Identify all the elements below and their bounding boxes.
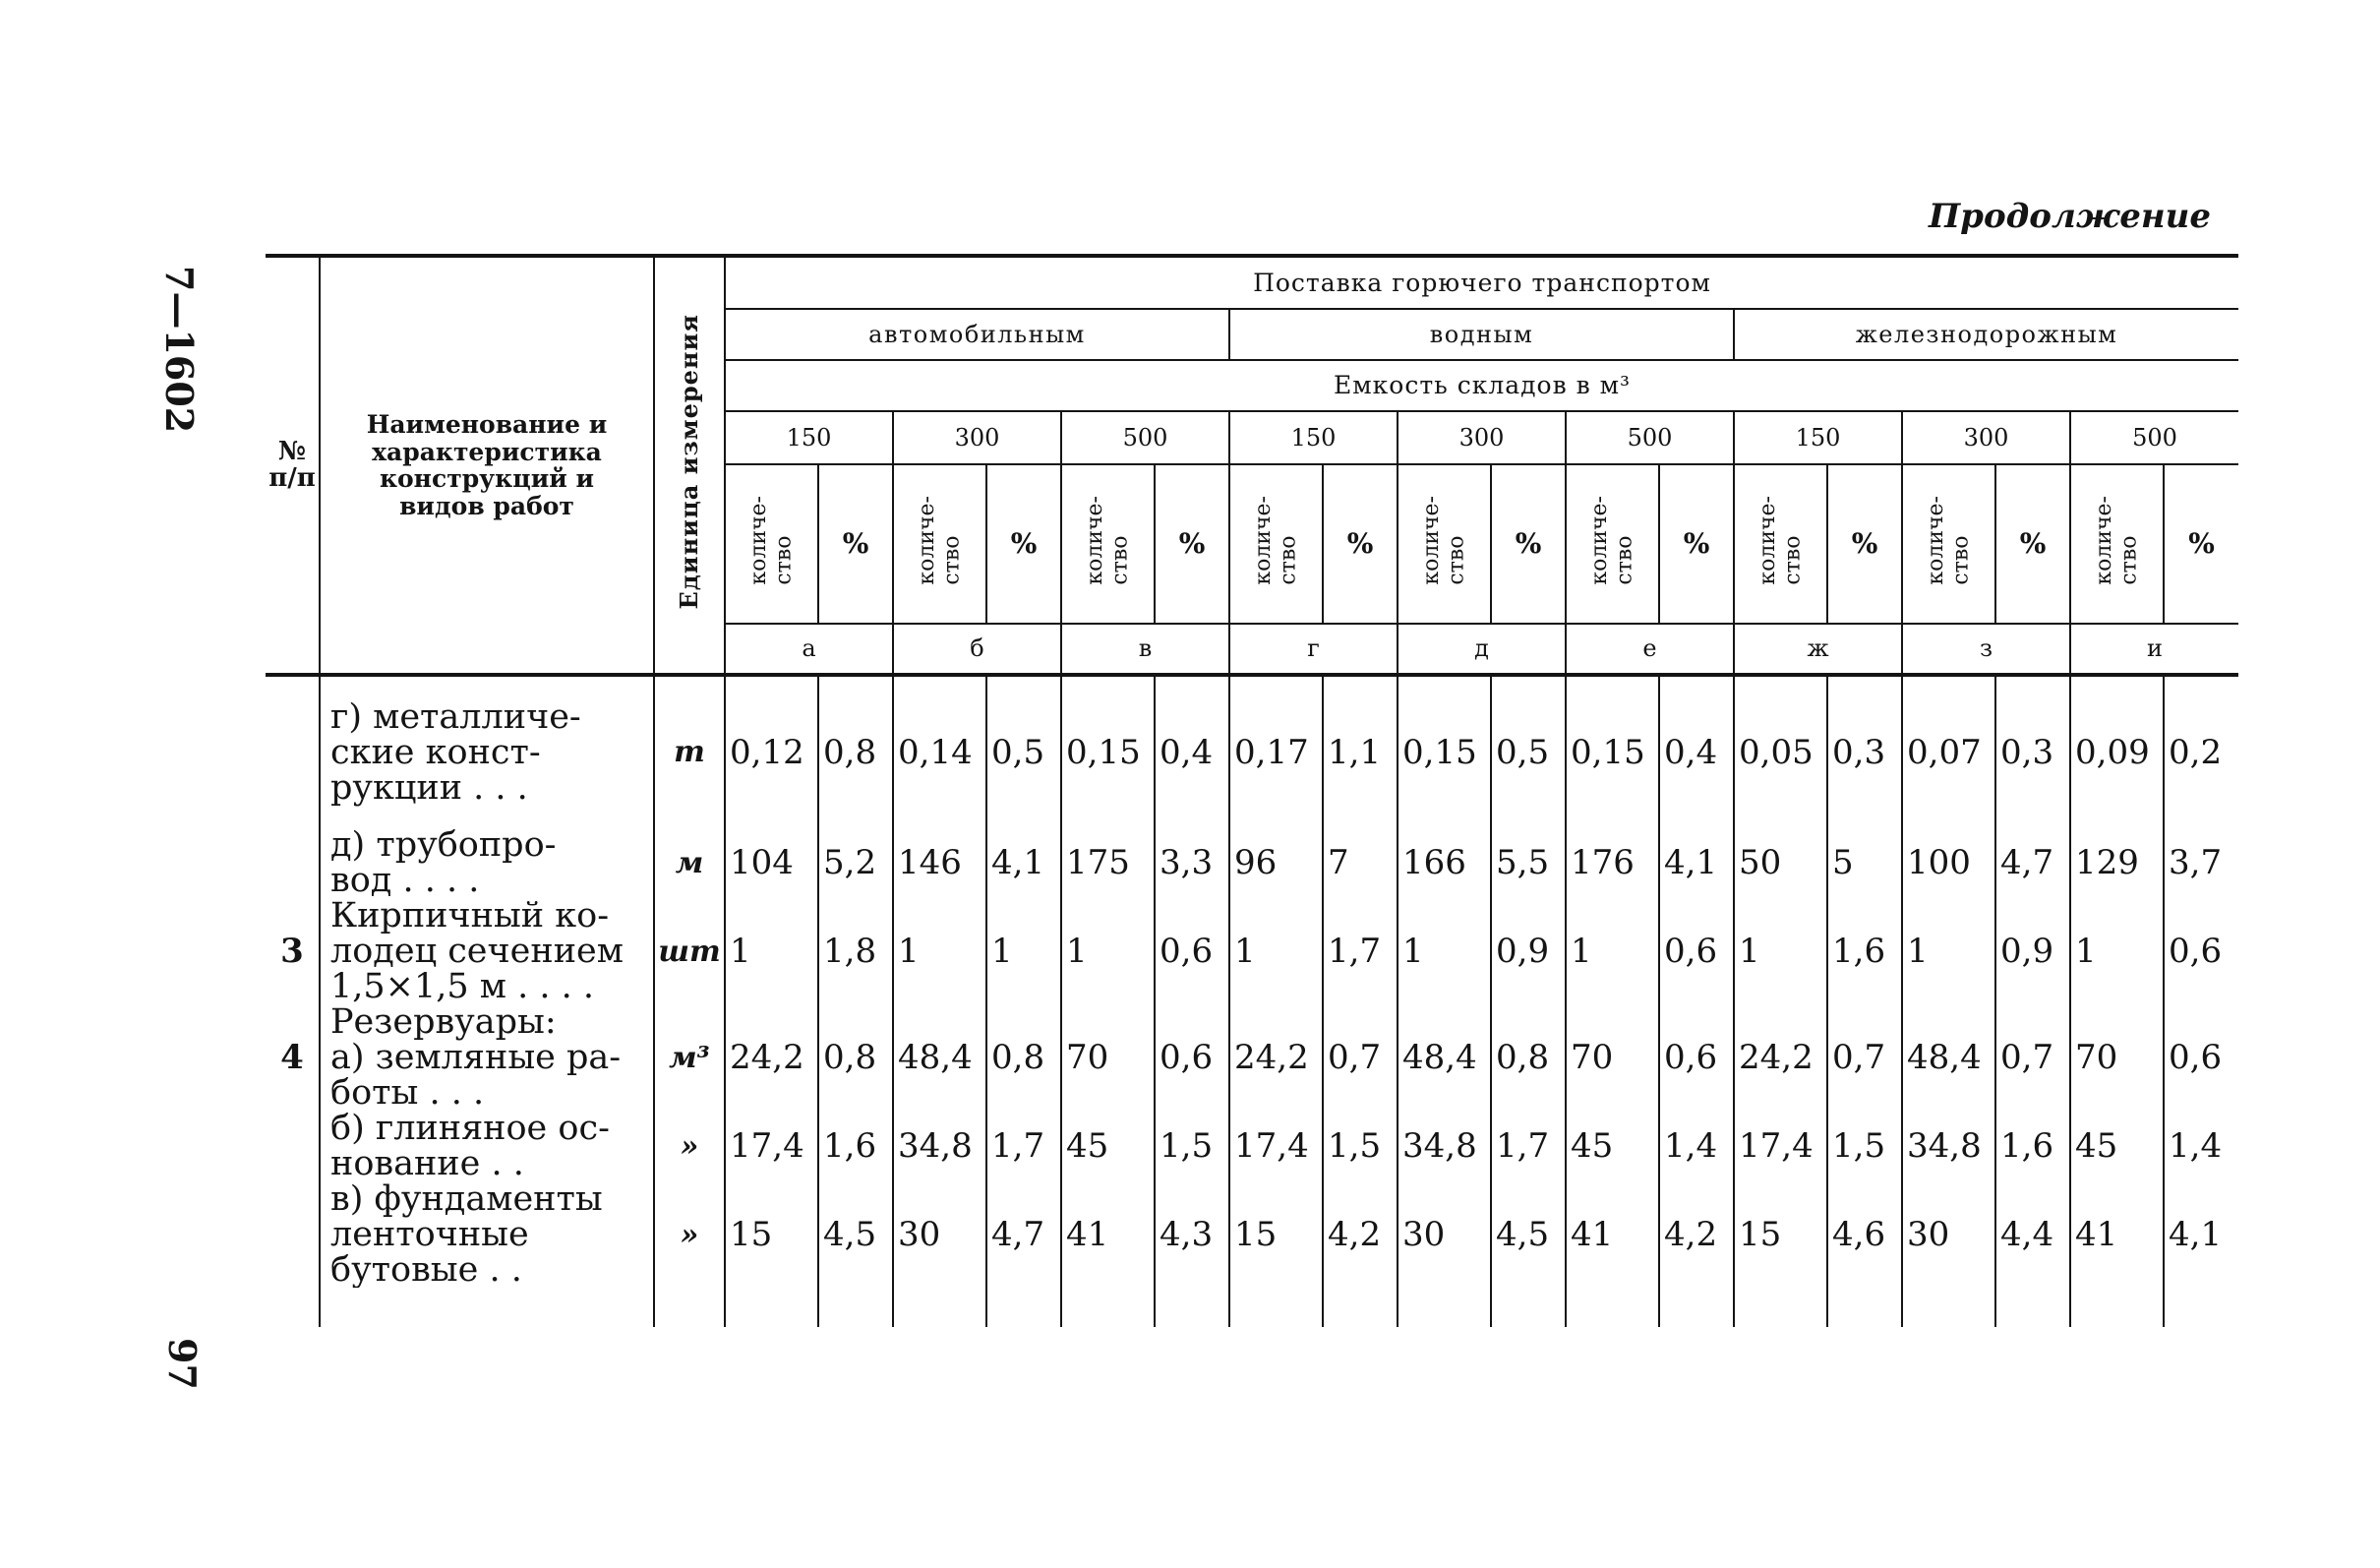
- row-number: [266, 1181, 320, 1288]
- table-row: [266, 1181, 2238, 1288]
- cell-quantity: 45: [1566, 1111, 1659, 1181]
- row-name: [320, 1181, 654, 1288]
- cell-quantity: 24,2: [1734, 1004, 1827, 1111]
- row-name-line: 1,5×1,5 м . . . .: [330, 967, 595, 1004]
- cell-quantity: 41: [1566, 1181, 1659, 1288]
- cell-percent: 0,6: [1659, 1004, 1734, 1111]
- spacer-cell: [654, 1288, 725, 1327]
- table-row: [266, 1004, 2238, 1111]
- cell-quantity: 0,14: [893, 675, 986, 827]
- table-row: [266, 675, 2238, 827]
- row-number: [266, 898, 320, 1004]
- cell-percent: 0,5: [1491, 675, 1566, 827]
- cell-quantity: 0,07: [1902, 675, 1995, 827]
- header-pct: %: [1851, 527, 1878, 561]
- cell-percent: 7: [1323, 827, 1398, 898]
- header-qty: количе- ство: [1251, 496, 1301, 585]
- header-name: [320, 256, 654, 675]
- cell-quantity: 1: [1398, 898, 1491, 1004]
- cell-percent: 5,2: [818, 827, 893, 898]
- row-name-line: боты . . .: [330, 1073, 485, 1111]
- spacer-cell: [1398, 1288, 1491, 1327]
- cell-percent: 4,5: [818, 1181, 893, 1288]
- header-column-letter: е: [1566, 624, 1734, 675]
- cell-percent: 4,1: [1659, 827, 1734, 898]
- row-number: [266, 675, 320, 827]
- table-row: [266, 827, 2238, 898]
- row-name: [320, 898, 654, 1004]
- cell-percent: 1: [986, 898, 1061, 1004]
- header-qty-cell: [1398, 464, 1491, 624]
- header-pct: %: [2019, 527, 2047, 561]
- spacer-cell: [320, 1288, 654, 1327]
- header-qty: количе- ство: [1419, 496, 1469, 585]
- row-name-line: г) металличе-: [330, 696, 581, 737]
- row-name-line: б) глиняное ос-: [330, 1111, 610, 1148]
- cell-quantity: 0,15: [1398, 675, 1491, 827]
- header-pct: %: [1178, 527, 1206, 561]
- row-unit: м³: [654, 1004, 725, 1111]
- cell-quantity: 129: [2070, 827, 2164, 898]
- cell-percent: 4,1: [2164, 1181, 2238, 1288]
- cell-quantity: 176: [1566, 827, 1659, 898]
- cell-quantity: 70: [1566, 1004, 1659, 1111]
- header-pct-cell: [1491, 464, 1566, 624]
- spacer-cell: [2070, 1288, 2164, 1327]
- spacer-cell: [725, 1288, 818, 1327]
- header-column-letter: ж: [1734, 624, 1902, 675]
- row-name-line: Кирпичный ко-: [330, 898, 610, 935]
- header-capacity-value: 300: [893, 411, 1061, 464]
- cell-quantity: 0,12: [725, 675, 818, 827]
- header-qty: количе- ство: [1755, 496, 1806, 585]
- row-number-text: 4: [280, 1038, 304, 1077]
- cell-percent: 5,5: [1491, 827, 1566, 898]
- row-unit: шт: [654, 898, 725, 1004]
- header-num-symbol: №: [277, 436, 307, 466]
- cell-percent: 0,5: [986, 675, 1061, 827]
- header-column-letter: и: [2070, 624, 2238, 675]
- cell-quantity: 15: [1734, 1181, 1827, 1288]
- cell-quantity: 1: [1902, 898, 1995, 1004]
- cell-quantity: 48,4: [1398, 1004, 1491, 1111]
- cell-quantity: 30: [893, 1181, 986, 1288]
- spacer-cell: [818, 1288, 893, 1327]
- cell-quantity: 41: [1061, 1181, 1155, 1288]
- table-header: [266, 256, 2238, 675]
- cell-quantity: 0,15: [1566, 675, 1659, 827]
- cell-percent: 1,4: [1659, 1111, 1734, 1181]
- header-unit-text: Единица измерения: [674, 314, 703, 610]
- row-name: [320, 1111, 654, 1181]
- cell-percent: 0,3: [1827, 675, 1902, 827]
- header-num: [266, 256, 320, 675]
- row-unit: т: [654, 675, 725, 827]
- cell-percent: 0,4: [1659, 675, 1734, 827]
- cell-percent: 0,6: [2164, 1004, 2238, 1111]
- cell-percent: 0,9: [1491, 898, 1566, 1004]
- header-unit: [654, 256, 725, 675]
- header-pct-cell: [1155, 464, 1229, 624]
- cell-quantity: 45: [2070, 1111, 2164, 1181]
- cell-quantity: 17,4: [1734, 1111, 1827, 1181]
- header-qty-cell: [1734, 464, 1827, 624]
- cell-quantity: 1: [1061, 898, 1155, 1004]
- header-capacity-value: 150: [725, 411, 893, 464]
- row-name-line: а) земляные ра-: [330, 1038, 622, 1077]
- spacer-cell: [1229, 1288, 1323, 1327]
- row-name-line: лодец сечением: [330, 932, 624, 971]
- row-name-line: вод . . . .: [330, 861, 480, 898]
- row-name-line: рукции . . .: [330, 767, 528, 808]
- cell-percent: 0,6: [1155, 898, 1229, 1004]
- spacer-cell: [1827, 1288, 1902, 1327]
- header-qty-cell: [1061, 464, 1155, 624]
- header-qty-cell: [2070, 464, 2164, 624]
- header-qty-cell: [893, 464, 986, 624]
- cell-percent: 1,7: [1491, 1111, 1566, 1181]
- cell-percent: 4,3: [1155, 1181, 1229, 1288]
- cell-percent: 1,4: [2164, 1111, 2238, 1181]
- cell-quantity: 1: [1734, 898, 1827, 1004]
- header-pct-cell: [1323, 464, 1398, 624]
- cell-quantity: 1: [2070, 898, 2164, 1004]
- cell-quantity: 100: [1902, 827, 1995, 898]
- cell-percent: 0,7: [1827, 1004, 1902, 1111]
- row-unit: м: [654, 827, 725, 898]
- spacer-cell: [1061, 1288, 1155, 1327]
- cell-percent: 1,5: [1323, 1111, 1398, 1181]
- row-number: [266, 1111, 320, 1181]
- cell-percent: 1,6: [1827, 898, 1902, 1004]
- table-bottom-spacer: [266, 1288, 2238, 1327]
- header-capacity-value: 300: [1398, 411, 1566, 464]
- cell-percent: 0,7: [1323, 1004, 1398, 1111]
- cell-percent: 1,7: [986, 1111, 1061, 1181]
- row-name: [320, 827, 654, 898]
- table-body: [266, 675, 2238, 1327]
- header-capacity-value: 150: [1734, 411, 1902, 464]
- header-pct-cell: [818, 464, 893, 624]
- header-column-letter: б: [893, 624, 1061, 675]
- cell-quantity: 1: [725, 898, 818, 1004]
- header-pct-cell: [986, 464, 1061, 624]
- cell-percent: 0,9: [1995, 898, 2070, 1004]
- cell-percent: 0,2: [2164, 675, 2238, 827]
- cell-percent: 0,8: [818, 1004, 893, 1111]
- header-pct: %: [1346, 527, 1374, 561]
- cell-percent: 3,7: [2164, 827, 2238, 898]
- cell-percent: 0,3: [1995, 675, 2070, 827]
- cell-percent: 3,3: [1155, 827, 1229, 898]
- header-pct: %: [1515, 527, 1542, 561]
- spacer-cell: [1902, 1288, 1995, 1327]
- header-column-letter: д: [1398, 624, 1566, 675]
- header-pct-cell: [2164, 464, 2238, 624]
- header-qty-cell: [1902, 464, 1995, 624]
- spacer-cell: [1323, 1288, 1398, 1327]
- header-capacity-value: 150: [1229, 411, 1398, 464]
- header-pct: %: [1010, 527, 1038, 561]
- header-column-letter: а: [725, 624, 893, 675]
- cell-quantity: 0,15: [1061, 675, 1155, 827]
- cell-percent: 0,6: [1659, 898, 1734, 1004]
- cell-quantity: 34,8: [1398, 1111, 1491, 1181]
- row-name-line: д) трубопро-: [330, 827, 557, 865]
- spacer-cell: [1659, 1288, 1734, 1327]
- row-number: [266, 1004, 320, 1111]
- table-row: [266, 898, 2238, 1004]
- header-pct-cell: [1995, 464, 2070, 624]
- row-name-line: бутовые . .: [330, 1250, 522, 1288]
- cell-percent: 4,6: [1827, 1181, 1902, 1288]
- cell-percent: 1,1: [1323, 675, 1398, 827]
- header-qty-cell: [1566, 464, 1659, 624]
- document-code: 7—1602: [157, 266, 202, 434]
- row-number-text: 3: [280, 932, 304, 971]
- cell-percent: 1,5: [1155, 1111, 1229, 1181]
- header-num-abbr: п/п: [268, 463, 316, 493]
- cell-quantity: 17,4: [1229, 1111, 1323, 1181]
- cell-percent: 1,7: [1323, 898, 1398, 1004]
- header-capacity-value: 500: [2070, 411, 2238, 464]
- cell-percent: 0,6: [1155, 1004, 1229, 1111]
- cell-quantity: 34,8: [893, 1111, 986, 1181]
- page-number: 97: [160, 1338, 205, 1390]
- row-name-line: в) фундаменты: [330, 1181, 603, 1219]
- header-qty: количе- ство: [915, 496, 965, 585]
- cell-percent: 4,7: [986, 1181, 1061, 1288]
- cell-quantity: 24,2: [1229, 1004, 1323, 1111]
- row-unit: »: [654, 1181, 725, 1288]
- cell-percent: 4,5: [1491, 1181, 1566, 1288]
- header-qty: количе- ство: [1924, 496, 1974, 585]
- cell-quantity: 45: [1061, 1111, 1155, 1181]
- cell-quantity: 48,4: [893, 1004, 986, 1111]
- header-capacity-value: 500: [1061, 411, 1229, 464]
- row-unit: »: [654, 1111, 725, 1181]
- header-pct-cell: [1659, 464, 1734, 624]
- cell-percent: 0,8: [1491, 1004, 1566, 1111]
- spacer-cell: [1995, 1288, 2070, 1327]
- cell-percent: 4,4: [1995, 1181, 2070, 1288]
- cell-percent: 0,8: [986, 1004, 1061, 1111]
- row-name-line: ленточные: [330, 1215, 529, 1254]
- table-row: [266, 1111, 2238, 1181]
- header-pct: %: [2188, 527, 2215, 561]
- header-qty: количе- ство: [1587, 496, 1637, 585]
- cell-percent: 4,7: [1995, 827, 2070, 898]
- spacer-cell: [893, 1288, 986, 1327]
- spacer-cell: [1155, 1288, 1229, 1327]
- header-column-letter: г: [1229, 624, 1398, 675]
- cell-quantity: 48,4: [1902, 1004, 1995, 1111]
- header-qty: количе- ство: [746, 496, 797, 585]
- cell-quantity: 104: [725, 827, 818, 898]
- cell-percent: 0,8: [818, 675, 893, 827]
- cell-percent: 0,4: [1155, 675, 1229, 827]
- cell-percent: 1,8: [818, 898, 893, 1004]
- header-pct: %: [842, 527, 869, 561]
- row-number: [266, 827, 320, 898]
- spacer-cell: [1566, 1288, 1659, 1327]
- cell-quantity: 30: [1902, 1181, 1995, 1288]
- cell-quantity: 166: [1398, 827, 1491, 898]
- cell-percent: 1,6: [818, 1111, 893, 1181]
- cell-percent: 5: [1827, 827, 1902, 898]
- cell-quantity: 146: [893, 827, 986, 898]
- row-name-line: нование . .: [330, 1144, 524, 1181]
- cell-quantity: 175: [1061, 827, 1155, 898]
- row-name-line: Резервуары:: [330, 1004, 557, 1042]
- cell-quantity: 15: [1229, 1181, 1323, 1288]
- cell-quantity: 0,05: [1734, 675, 1827, 827]
- cell-percent: 0,6: [2164, 898, 2238, 1004]
- cell-percent: 4,2: [1323, 1181, 1398, 1288]
- header-capacity-value: 500: [1566, 411, 1734, 464]
- cell-quantity: 70: [1061, 1004, 1155, 1111]
- cell-quantity: 17,4: [725, 1111, 818, 1181]
- cell-quantity: 34,8: [1902, 1111, 1995, 1181]
- row-name: [320, 1004, 654, 1111]
- row-name: [320, 675, 654, 827]
- continuation-label: Продолжение: [1929, 197, 2211, 236]
- cell-quantity: 1: [1566, 898, 1659, 1004]
- cell-percent: 0,7: [1995, 1004, 2070, 1111]
- cell-percent: 4,1: [986, 827, 1061, 898]
- cell-quantity: 15: [725, 1181, 818, 1288]
- header-supply: Поставка горючего транспортом: [725, 256, 2238, 309]
- header-transport-water: водным: [1229, 309, 1734, 360]
- cell-quantity: 0,09: [2070, 675, 2164, 827]
- cell-quantity: 1: [1229, 898, 1323, 1004]
- cell-quantity: 41: [2070, 1181, 2164, 1288]
- materials-table: [266, 254, 2238, 1327]
- cell-percent: 1,5: [1827, 1111, 1902, 1181]
- header-qty-cell: [725, 464, 818, 624]
- header-qty-cell: [1229, 464, 1323, 624]
- header-column-letter: з: [1902, 624, 2070, 675]
- row-name-line: ские конст-: [330, 732, 541, 772]
- spacer-cell: [2164, 1288, 2238, 1327]
- header-capacity: Емкость складов в м³: [725, 360, 2238, 411]
- header-name-text: Наименование и характеристика конструкций и видов работ: [366, 410, 608, 520]
- header-capacity-value: 300: [1902, 411, 2070, 464]
- cell-quantity: 24,2: [725, 1004, 818, 1111]
- cell-percent: 1,6: [1995, 1111, 2070, 1181]
- header-transport-auto: автомобильным: [725, 309, 1229, 360]
- spacer-cell: [1491, 1288, 1566, 1327]
- header-pct: %: [1683, 527, 1710, 561]
- cell-percent: 4,2: [1659, 1181, 1734, 1288]
- header-pct-cell: [1827, 464, 1902, 624]
- spacer-cell: [986, 1288, 1061, 1327]
- cell-quantity: 50: [1734, 827, 1827, 898]
- cell-quantity: 1: [893, 898, 986, 1004]
- cell-quantity: 30: [1398, 1181, 1491, 1288]
- spacer-cell: [1734, 1288, 1827, 1327]
- cell-quantity: 70: [2070, 1004, 2164, 1111]
- header-qty: количе- ство: [1083, 496, 1133, 585]
- cell-quantity: 96: [1229, 827, 1323, 898]
- header-qty: количе- ство: [2092, 496, 2142, 585]
- header-transport-rail: железнодорожным: [1734, 309, 2238, 360]
- header-column-letter: в: [1061, 624, 1229, 675]
- cell-quantity: 0,17: [1229, 675, 1323, 827]
- spacer-cell: [266, 1288, 320, 1327]
